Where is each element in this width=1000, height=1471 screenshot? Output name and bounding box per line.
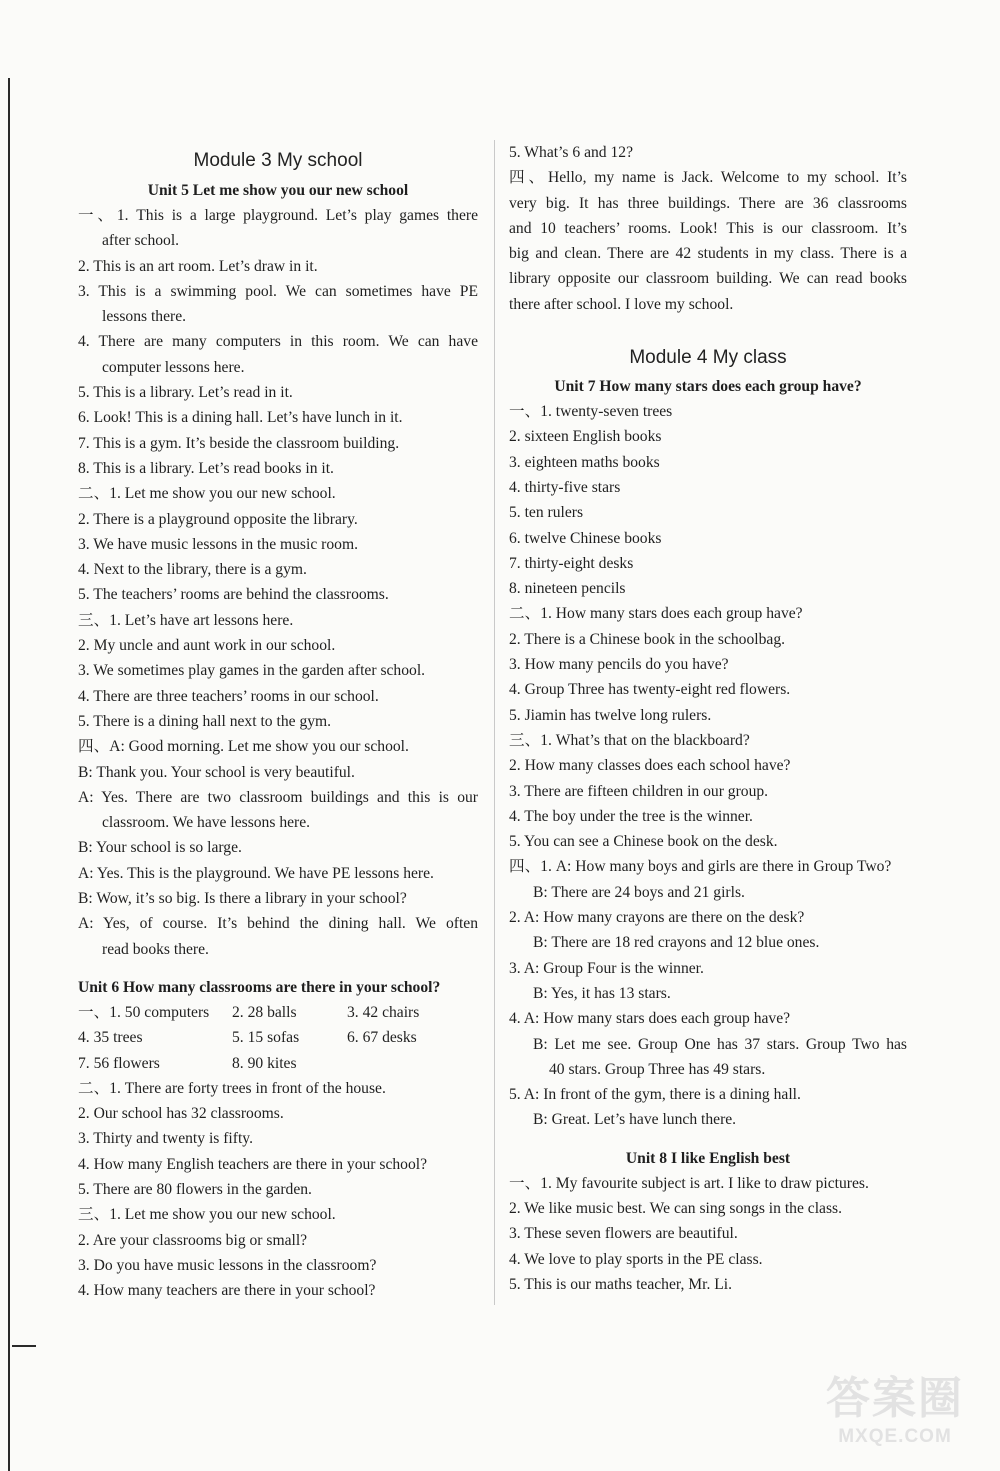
answer-line: 5. The teachers’ rooms are behind the classrooms.: [78, 586, 389, 604]
answer-line: 一、1. My favourite subject is art. I like to draw pictures.: [509, 1174, 869, 1192]
answer-line: 4. A: How many stars does each group have?: [509, 1010, 791, 1028]
answer-line: 四、1. A: How many boys and girls are there in Group Two?: [509, 858, 892, 876]
grid-cell: 6. 67 desks: [347, 1029, 417, 1047]
right-column: [509, 140, 907, 1297]
answer-line: there after school. I love my school.: [509, 295, 734, 313]
answer-line: 二、1. How many stars does each group have?: [509, 605, 803, 623]
answer-line: 5. You can see a Chinese book on the desk.: [509, 833, 778, 851]
answer-line: computer lessons here.: [102, 358, 245, 376]
site-watermark: [800, 1372, 990, 1462]
answer-line: big and clean. There are 42 students in my class. There is a: [509, 245, 907, 263]
answer-line: 2. Our school has 32 classrooms.: [78, 1105, 284, 1123]
answer-line: 2. My uncle and aunt work in our school.: [78, 637, 336, 655]
answer-line: 3. This is a swimming pool. We can sometimes have PE: [78, 282, 478, 300]
watermark-url: MXQE.COM: [838, 1426, 952, 1447]
unit-6-row: [78, 1025, 478, 1050]
answer-line: 4. There are three teachers’ rooms in our school.: [78, 687, 379, 705]
answer-line: 4. Group Three has twenty-eight red flowers.: [509, 681, 791, 699]
grid-cell: 5. 15 sofas: [232, 1029, 300, 1047]
answer-line: 3. We sometimes play games in the garden after school.: [78, 662, 426, 680]
answer-line: A: Yes, of course. It’s behind the dining hall. We often: [78, 915, 478, 933]
answer-line: B: Thank you. Your school is very beautiful.: [78, 763, 355, 781]
answer-line: 四、Hello, my name is Jack. Welcome to my school. It’s: [509, 169, 907, 187]
answer-line: 2. Are your classrooms big or small?: [78, 1231, 308, 1249]
grid-cell: 2. 28 balls: [232, 1003, 297, 1021]
grid-cell: 3. 42 chairs: [347, 1003, 420, 1021]
grid-cell: 一、1. 50 computers: [78, 1003, 210, 1021]
answer-line: 3. We have music lessons in the music room.: [78, 535, 358, 553]
answer-line: 四、A: Good morning. Let me show you our school.: [78, 738, 409, 756]
answer-line: B: Let me see. Group One has 37 stars. Group Two has: [533, 1035, 907, 1053]
unit-6-title: Unit 6 How many classrooms are there in your school?: [78, 978, 441, 996]
answer-line: 5. This is a library. Let’s read in it.: [78, 384, 293, 402]
unit-8-title: Unit 8 I like English best: [625, 1149, 791, 1167]
answer-line: 5. A: In front of the gym, there is a dining hall.: [509, 1086, 801, 1104]
answer-line: 2. There is a playground opposite the library.: [78, 510, 358, 528]
answer-line: B: There are 18 red crayons and 12 blue ones.: [533, 934, 820, 952]
answer-line: B: Great. Let’s have lunch there.: [533, 1111, 737, 1129]
answer-line: 5. There are 80 flowers in the garden.: [78, 1180, 312, 1198]
answer-line: 3. These seven flowers are beautiful.: [509, 1225, 738, 1243]
answer-line: 8. This is a library. Let’s read books in it.: [78, 459, 334, 477]
unit-7-title: Unit 7 How many stars does each group have?: [554, 378, 862, 396]
answer-line: 7. This is a gym. It’s beside the classroom building.: [78, 434, 400, 452]
answer-line: very big. It has three buildings. There are 36 classrooms: [509, 194, 907, 212]
answer-line: 三、1. What’s that on the blackboard?: [509, 731, 750, 749]
answer-line: 三、1. Let me show you our new school.: [78, 1206, 336, 1224]
answer-line: 3. eighteen maths books: [509, 453, 660, 471]
module-3-title: Module 3 My school: [193, 150, 363, 171]
answer-line: after school.: [102, 232, 180, 250]
answer-line: 6. twelve Chinese books: [509, 529, 662, 547]
answer-line: 2. How many classes does each school have?: [509, 757, 791, 775]
answer-line: 7. thirty-eight desks: [509, 554, 634, 572]
answer-line: 5. What’s 6 and 12?: [509, 144, 634, 161]
answer-line: 6. Look! This is a dining hall. Let’s have lunch in it.: [78, 409, 403, 427]
answer-line: 4. How many teachers are there in your school?: [78, 1282, 376, 1300]
answer-line: 一、1. twenty-seven trees: [509, 403, 673, 421]
page-margin-dash: [12, 1345, 36, 1347]
answer-line: B: There are 24 boys and 21 girls.: [533, 883, 745, 901]
answer-line: 2. A: How many crayons are there on the desk?: [509, 909, 805, 927]
answer-line: 4. thirty-five stars: [509, 478, 621, 496]
grid-cell: 8. 90 kites: [232, 1054, 297, 1072]
answer-line: 一、1. This is a large playground. Let’s play games there: [78, 207, 478, 224]
answer-line: 4. There are many computers in this room. We can have: [78, 333, 478, 351]
answer-line: 2. This is an art room. Let’s draw in it.: [78, 257, 318, 275]
answer-line: B: Yes, it has 13 stars.: [533, 984, 671, 1002]
grid-cell: 4. 35 trees: [78, 1029, 143, 1047]
answer-line: 3. How many pencils do you have?: [509, 656, 729, 674]
answer-line: 3. A: Group Four is the winner.: [509, 959, 704, 977]
answer-line: 40 stars. Group Three has 49 stars.: [549, 1060, 766, 1078]
unit-6-row: [78, 1051, 478, 1076]
left-column: [78, 140, 478, 1303]
watermark-logo-text: 答案圈: [826, 1374, 964, 1423]
answer-line: 3. Thirty and twenty is fifty.: [78, 1130, 253, 1148]
unit-5-title: Unit 5 Let me show you our new school: [147, 182, 409, 199]
answer-line: 5. Jiamin has twelve long rulers.: [509, 706, 712, 724]
grid-cell: 7. 56 flowers: [78, 1054, 160, 1072]
answer-line: 5. ten rulers: [509, 504, 584, 522]
answer-line: B: Your school is so large.: [78, 839, 242, 857]
answer-line: 3. Do you have music lessons in the classroom?: [78, 1256, 377, 1274]
answer-line: read books there.: [102, 940, 209, 958]
answer-line: 4. We love to play sports in the PE class.: [509, 1250, 763, 1268]
answer-line: 二、1. Let me show you our new school.: [78, 485, 336, 503]
unit-6-row: [78, 1000, 478, 1025]
answer-line: 4. How many English teachers are there in your school?: [78, 1155, 428, 1173]
answer-line: 2. sixteen English books: [509, 428, 662, 446]
answer-line: 4. Next to the library, there is a gym.: [78, 561, 307, 579]
answer-line: 2. We like music best. We can sing songs in the class.: [509, 1199, 842, 1217]
answer-line: 2. There is a Chinese book in the schoolbag.: [509, 630, 786, 648]
answer-line: 5. This is our maths teacher, Mr. Li.: [509, 1275, 732, 1293]
column-divider: [494, 140, 495, 1305]
answer-line: library opposite our classroom building. We can read books: [509, 270, 907, 288]
answer-line: 5. There is a dining hall next to the gym.: [78, 712, 332, 730]
answer-line: 二、1. There are forty trees in front of the house.: [78, 1079, 386, 1097]
answer-line: lessons there.: [102, 308, 187, 326]
module-4-title: Module 4 My class: [629, 347, 787, 369]
answer-line: A: Yes. There are two classroom buildings and this is our: [78, 788, 478, 806]
answer-line: B: Wow, it’s so big. Is there a library in your school?: [78, 890, 407, 908]
answer-line: 3. There are fifteen children in our group.: [509, 782, 769, 800]
answer-line: 4. The boy under the tree is the winner.: [509, 807, 753, 825]
answer-line: A: Yes. This is the playground. We have PE lessons here.: [78, 864, 434, 882]
answer-line: 三、1. Let’s have art lessons here.: [78, 611, 294, 629]
binding-edge-line: [8, 78, 10, 1471]
answer-line: 8. nineteen pencils: [509, 580, 626, 598]
answer-line: classroom. We have lessons here.: [102, 814, 311, 832]
answer-line: and 10 teachers’ rooms. Look! This is our classroom. It’s: [509, 219, 907, 237]
